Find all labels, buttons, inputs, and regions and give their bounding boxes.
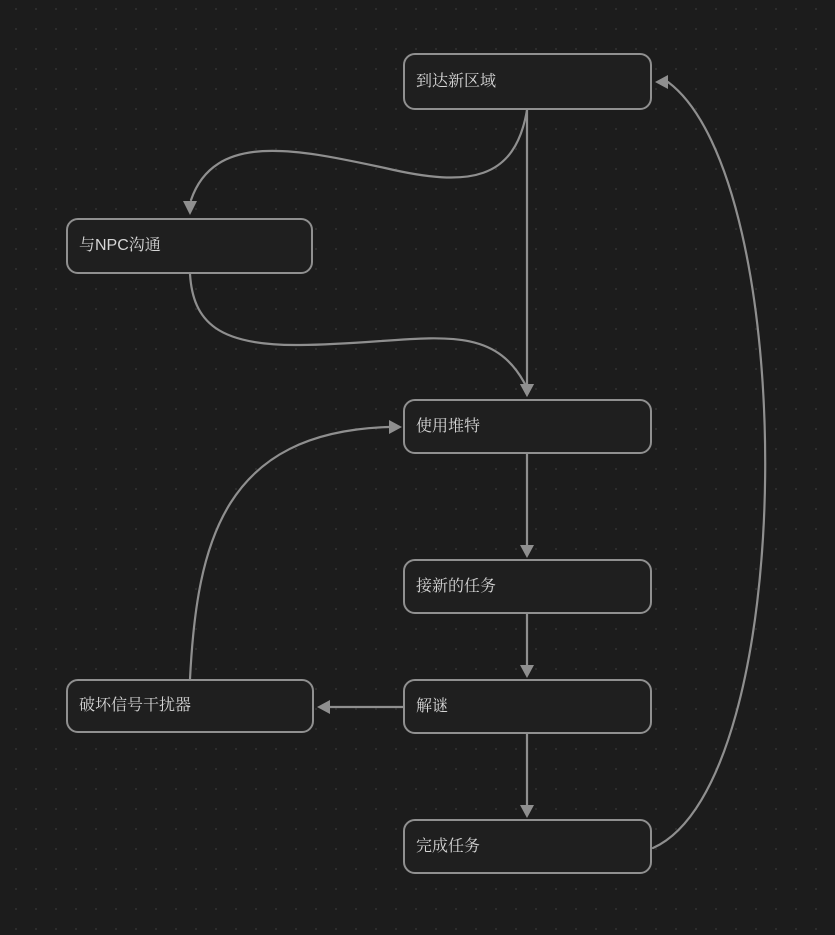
canvas-node-destroy-jammer[interactable] (66, 679, 314, 733)
canvas-node-arrive-new-area[interactable] (403, 53, 652, 110)
edge-arrive-to-npc (183, 110, 527, 215)
node-label: 完成任务 (416, 837, 481, 855)
node-label: 与NPC沟通 (79, 237, 161, 254)
arrowhead-icon (183, 201, 197, 215)
arrowhead-icon (520, 545, 534, 558)
node-label: 解谜 (416, 697, 449, 715)
edge-npc-to-use (190, 274, 534, 397)
node-label: 使用堆特 (416, 417, 481, 435)
edge-line[interactable] (190, 427, 389, 679)
arrowhead-icon (520, 805, 534, 818)
canvas-node-use-duite[interactable] (403, 399, 652, 454)
node-label: 到达新区域 (416, 72, 497, 90)
edge-jammer-to-use (190, 420, 402, 679)
edge-use-to-newtask (520, 454, 534, 558)
node-label: 接新的任务 (416, 577, 497, 595)
arrowhead-icon (389, 420, 402, 434)
edge-arrive-to-use (520, 110, 534, 397)
edge-puzzle-to-complete (520, 734, 534, 818)
edge-line[interactable] (653, 82, 765, 848)
arrowhead-icon (520, 665, 534, 678)
node-label: 破坏信号干扰器 (79, 697, 192, 714)
edge-complete-to-arrive (653, 75, 765, 848)
arrowhead-icon (317, 700, 330, 714)
edge-newtask-to-puzzle (520, 614, 534, 678)
edge-puzzle-to-jammer (317, 700, 403, 714)
canvas-node-solve-puzzle[interactable] (403, 679, 652, 734)
canvas-node-talk-to-npc[interactable] (66, 218, 313, 274)
arrowhead-icon (655, 75, 668, 89)
edge-line[interactable] (191, 110, 527, 200)
edge-line[interactable] (190, 274, 526, 386)
canvas-node-accept-new-task[interactable] (403, 559, 652, 614)
canvas-node-complete-task[interactable] (403, 819, 652, 874)
